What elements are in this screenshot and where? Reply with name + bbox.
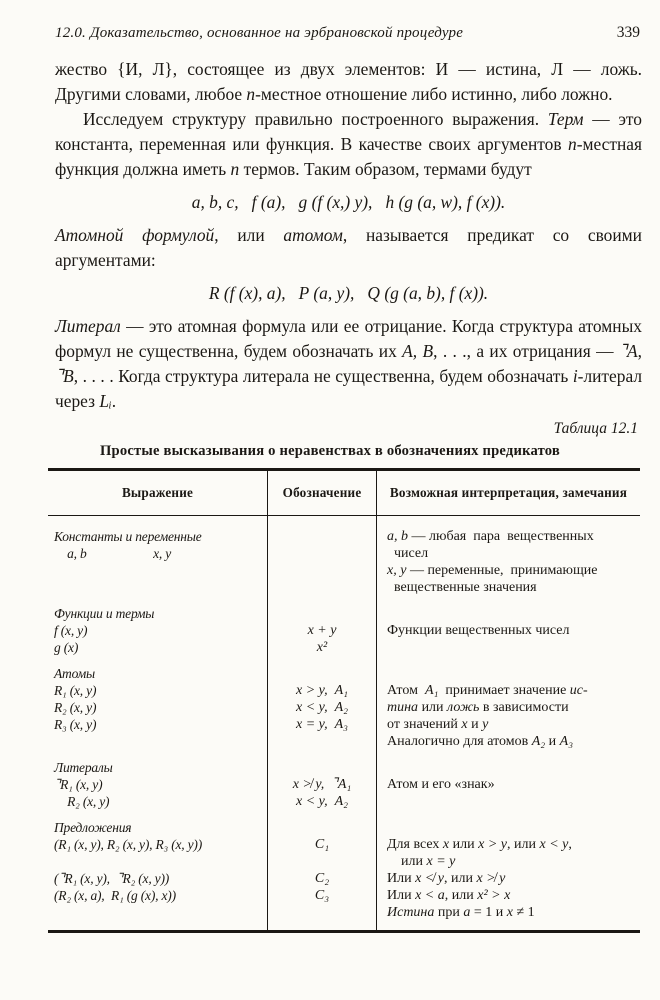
table-cell-interpretation (377, 605, 640, 665)
table-line: чисел (387, 546, 429, 561)
table-line (268, 605, 376, 622)
table-line: x² (316, 640, 328, 655)
formula-line: a, b, c, f (a), g (f (x,) y), h (g (a, w), f (x)). (191, 192, 506, 212)
table-line: R₂ (x, y) (67, 794, 110, 809)
data-table (48, 468, 640, 933)
paragraph: Атомной формулой, или атомом, называется предикат со своими аргументами: (55, 225, 642, 270)
table-line: Для всех x или x > y, или x < y, (387, 837, 572, 852)
table-line: x < y, A₂ (295, 794, 349, 809)
table-cell-expression (48, 819, 268, 930)
table-cell-designation (268, 665, 377, 759)
table-line: Литералы (54, 760, 113, 775)
table-line (268, 665, 376, 682)
table-line: Истина при a = 1 и x ≠ 1 (387, 905, 535, 920)
table-cell-designation (268, 759, 377, 819)
table-line: a, b x, y (67, 546, 172, 561)
table-line (54, 853, 267, 870)
table-cell-interpretation (377, 516, 640, 605)
table-line: Атомы (54, 666, 95, 681)
paragraph: жество {И, Л}, состоящее из двух элементов: И — истина, Л — ложь. Другими словами, любое n-местное отношение либо истинно, либо ложно. (55, 59, 642, 104)
table-line: x + y (307, 623, 337, 638)
table-line: x, y — переменные, принимающие (387, 563, 598, 578)
table-line: C₂ (314, 871, 330, 886)
table-cell-expression (48, 516, 268, 605)
table-line: R₁ (x, y) (54, 683, 97, 698)
table-line: (⌝R₁ (x, y), ⌝R₂ (x, y)) (54, 871, 170, 886)
table-cell-designation (268, 516, 377, 605)
table-caption: Таблица 12.1 (553, 420, 638, 437)
chapter-heading: 12.0. Доказательство, основанное на эрбрановской процедуре (55, 25, 464, 41)
header-cell-expression: Выражение (48, 471, 268, 515)
table-cell-expression (48, 665, 268, 759)
table-line: x ≯ y, ⌝A₁ (292, 777, 352, 792)
table-line: R₃ (x, y) (54, 717, 97, 732)
table-line: от значений x и y (387, 717, 489, 732)
page-number: 339 (616, 24, 640, 41)
table-body (48, 516, 640, 930)
header-cell-interpretation: Возможная интерпретация, замечания (389, 485, 628, 500)
table-line: или x = y (387, 854, 456, 869)
table-cell-expression (48, 605, 268, 665)
table-line: C₁ (314, 837, 330, 852)
table-line (268, 759, 376, 776)
table-line (387, 819, 640, 836)
table-line: f (x, y) (54, 623, 88, 638)
table-line (268, 819, 376, 836)
table-cell-designation (268, 605, 377, 665)
table-line: Или x < a, или x² > x (387, 888, 511, 903)
table-line: a, b — любая пара вещественных (387, 529, 594, 544)
formula-line: R (f (x), a), P (a, y), Q (g (a, b), f (x)). (208, 283, 489, 303)
table-line: Предложения (54, 820, 132, 835)
table-line: Или x ≮ y, или x ≯ y (387, 871, 506, 886)
paragraph: Литерал — это атомная формула или ее отрицание. Когда структура атомных формул не существенна, будем обозначать их A, B, . . ., а их отрицания — ⌝A, ⌝B, . . . . Когда структура литерала не существенна, будем обозначать i-литерал через Lᵢ. (55, 316, 642, 411)
table-line: x > y, A₁ (295, 683, 349, 698)
paragraph: Исследуем структуру правильно построенного выражения. Терм — это константа, переменная или функция. В качестве своих аргументов n-местная функция должна иметь n термов. Таким образом, термами будут (55, 109, 642, 179)
table-cell-interpretation (377, 665, 640, 759)
text-block (55, 57, 642, 414)
table-cell-interpretation (377, 819, 640, 930)
table-line (387, 759, 640, 776)
table-line: Атом и его «знак» (387, 777, 495, 792)
table-line: вещественные значения (387, 580, 537, 595)
table-line: ⌝R₁ (x, y) (54, 777, 103, 792)
table-line (268, 853, 376, 870)
running-header (55, 24, 640, 42)
table-line: Константы и переменные (54, 529, 202, 544)
table-line: x = y, A₃ (295, 717, 349, 732)
table-line: C₃ (314, 888, 330, 903)
table-cell-expression (48, 759, 268, 819)
table-cell-interpretation (377, 759, 640, 819)
table-cell-designation (268, 819, 377, 930)
table-line: g (x) (54, 640, 79, 655)
table-line: Атом A₁ принимает значение ис- (387, 683, 588, 698)
header-cell-designation: Обозначение (268, 471, 377, 515)
table-line: R₂ (x, y) (54, 700, 97, 715)
table-line: Функции и термы (54, 606, 155, 621)
table-line: x < y, A₂ (295, 700, 349, 715)
table-line (387, 605, 640, 622)
table-title: Простые высказывания о неравенствах в обозначениях предикатов (99, 443, 561, 459)
table-line: тина или ложь в зависимости (387, 700, 569, 715)
table-header-row (48, 471, 640, 516)
table-line: (R₂ (x, a), R₁ (g (x), x)) (54, 888, 176, 903)
table-line: Функции вещественных чисел (387, 623, 570, 638)
table-line: (R₁ (x, y), R₂ (x, y), R₃ (x, y)) (54, 837, 203, 852)
table-line (387, 665, 640, 682)
table-line: Аналогично для атомов A₂ и A₃ (387, 734, 574, 749)
